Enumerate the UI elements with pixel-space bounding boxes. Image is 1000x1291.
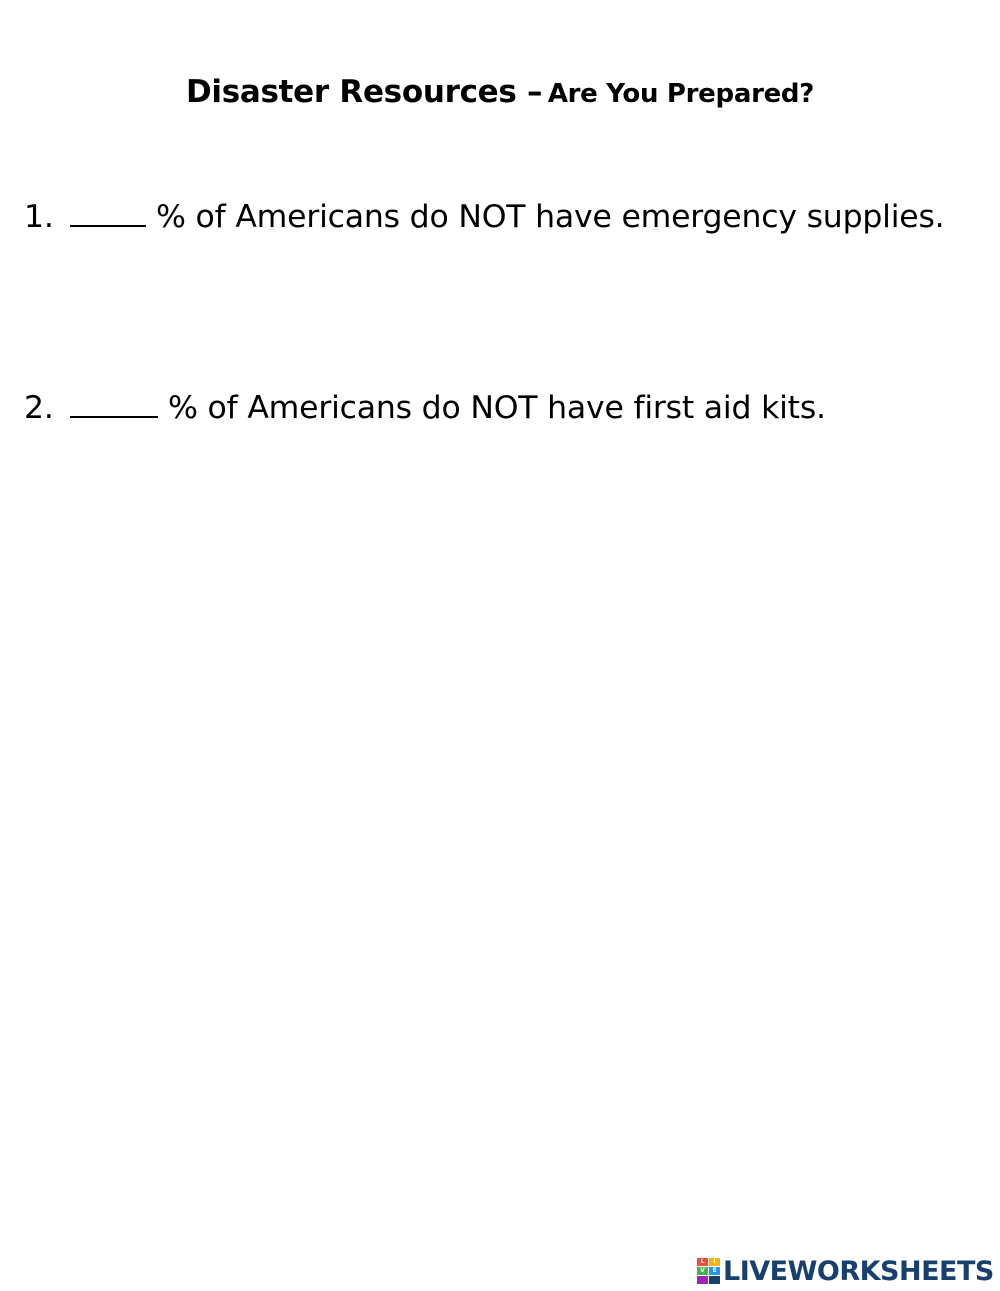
logo-mark-cell: I [709, 1258, 720, 1266]
logo-mark-cell [697, 1276, 708, 1284]
liveworksheets-logo [697, 1256, 994, 1286]
logo-mark-cell: L [697, 1258, 708, 1266]
logo-text: LIVEWORKSHEETS [723, 1255, 994, 1287]
question-text: % of Americans do NOT have first aid kits. [168, 390, 826, 426]
question-1 [24, 199, 944, 235]
logo-mark-cell: V [697, 1267, 708, 1275]
title-sub: Are You Prepared? [547, 79, 815, 109]
question-number: 2. [24, 390, 54, 426]
page-title [0, 74, 1000, 110]
logo-mark-cell [709, 1276, 720, 1284]
logo-mark-cell: E [709, 1267, 720, 1275]
question-text: % of Americans do NOT have emergency supplies. [156, 199, 945, 235]
title-main: Disaster Resources – [185, 74, 543, 110]
logo-mark-icon [697, 1258, 720, 1284]
answer-blank[interactable] [70, 394, 158, 418]
question-2 [24, 390, 826, 426]
answer-blank[interactable] [70, 203, 146, 227]
question-number: 1. [24, 199, 54, 235]
